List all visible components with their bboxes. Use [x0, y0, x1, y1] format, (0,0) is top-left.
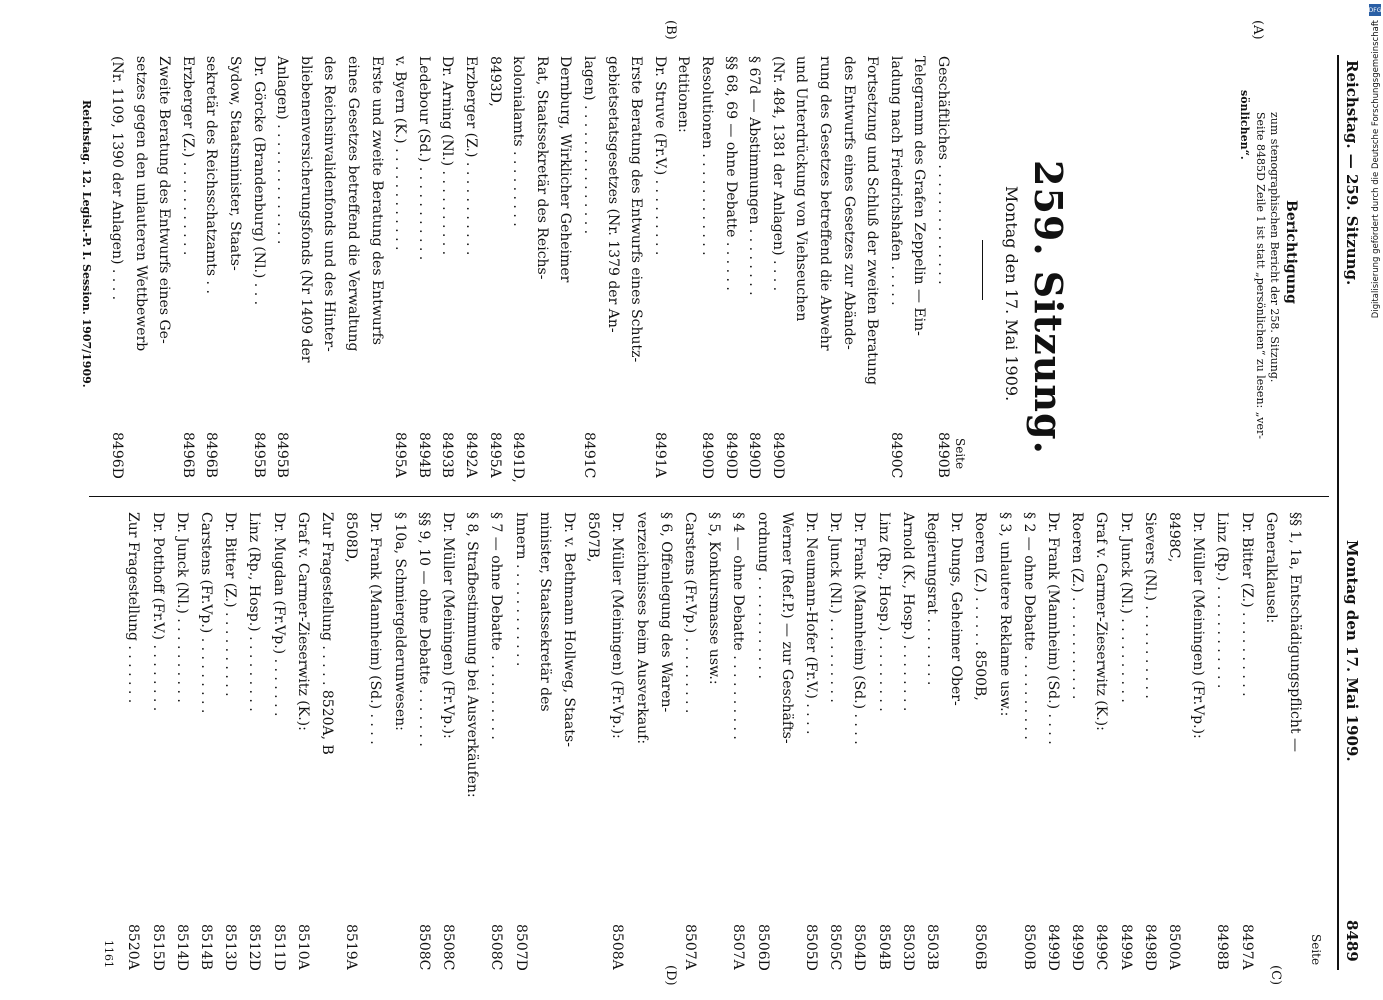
toc-entry-text: kolonialamts . . . . . . . . . — [510, 56, 527, 227]
toc-entry-page: 8504D — [851, 924, 868, 971]
margin-letter-b: (B) — [663, 20, 678, 40]
toc-entry-page: 8495B — [250, 432, 267, 478]
toc-entry-text: Fortsetzung und Schluß der zweiten Beratung — [864, 56, 881, 385]
toc-entry-text: Zur Fragestellung . . . . . 8520A, B — [319, 512, 335, 755]
toc-entry-text: minister, Staatssekretär des — [536, 512, 553, 712]
toc-entry-page: 8503B — [924, 924, 940, 970]
toc-entry-text: § 6, Offenlegung des Waren- — [657, 512, 674, 713]
toc-entry-text: § 7 — ohne Debatte . . . . . . . . . . — [488, 512, 505, 740]
toc-entry-text: Dr. v. Bethmann Hollweg, Staats- — [561, 512, 577, 747]
toc-entry-page: 8490D — [699, 432, 715, 479]
toc-entry-text: Innern . . . . . . . . . . . . — [512, 512, 529, 667]
header-right: Montag den 17. Mai 1909. — [1343, 540, 1361, 762]
toc-entry-page: 8499C — [1093, 924, 1110, 971]
toc-entry-page: 8495A — [486, 432, 503, 478]
toc-entry-text: Dr. Junck (Nl.) . . . . . . . . . . — [827, 512, 844, 703]
toc-entry-page: 8520A — [125, 924, 142, 970]
column-divider — [89, 496, 1329, 497]
toc-entry-page: 8513D — [222, 924, 239, 971]
toc-entry-page: 8495A — [392, 432, 409, 478]
toc-entry-text: 8493D, — [486, 56, 503, 107]
toc-entry-page: 8508C — [488, 924, 505, 971]
toc-entry-text: Dr. Frank (Mannheim) (Sd.) . . . . — [1045, 512, 1061, 745]
toc-entry-page: 8515D — [149, 924, 166, 971]
toc-entry-page: 8497A — [1238, 924, 1255, 970]
toc-entry-page: 8496B — [203, 432, 220, 478]
footer-right: 1161 — [102, 940, 115, 968]
toc-entry-page: 8519A — [343, 924, 360, 970]
toc-entry-text: Carstens (Fr.Vp.) . . . . . . . . . — [682, 512, 698, 714]
toc-entry-text: § 2 — ohne Debatte . . . . . . . . . . — [1020, 512, 1037, 740]
toc-entry-page: 8498D — [1141, 924, 1158, 971]
toc-entry-text: Zur Fragestellung . . . . . . . — [125, 512, 142, 704]
toc-entry-text: Dr. Müller (Meiningen) (Fr.Vp.): — [440, 512, 456, 739]
toc-entry-page: 8494B — [415, 432, 432, 478]
toc-entry-text: Graf v. Carmer-Zieserwitz (K.): — [1093, 512, 1110, 731]
toc-entry-text: Dr. Neumann-Hofer (Fr.V.) . . . . — [803, 512, 819, 735]
toc-entry-text: Rat, Staatssekretär des Reichs- — [533, 56, 550, 280]
toc-entry-text: Linz (Rp., Hosp.) . . . . . . . . . — [875, 512, 892, 712]
toc-entry-text: (Nr. 1109, 1390 der Anlagen) . . . . — [109, 56, 125, 301]
toc-entry-text: Petitionen: — [675, 56, 692, 133]
toc-entry-text: 8508D, — [343, 512, 360, 563]
toc-entry-text: verzeichnisses beim Ausverkauf: — [633, 512, 650, 745]
toc-entry-page: 8508C — [415, 924, 432, 971]
toc-entry-page: 8492A — [463, 432, 479, 478]
toc-entry-text: §§ 9, 10 — ohne Debatte . . . . . . . — [415, 512, 432, 747]
toc-entry-text: Generalklausel: — [1262, 512, 1279, 624]
toc-entry-text: § 5, Konkursmasse usw.: — [706, 512, 723, 685]
toc-entry-page: 8510A — [294, 924, 311, 970]
toc-entry-page: 8506B — [972, 924, 989, 970]
toc-entry-page: 8503D — [899, 924, 916, 971]
toc-entry-text: Dr. Bitter (Z.) . . . . . . . . . . — [222, 512, 239, 697]
correction-title: Berichtigung — [1283, 200, 1299, 304]
toc-entry-text: gebietsetatsgesetzes (Nr. 1379 der An- — [604, 56, 621, 333]
toc-entry-text: Linz (Rp.) . . . . . . . . . . . . — [1214, 512, 1231, 689]
toc-entry-text: des Entwurfs eines Gesetzes zur Abände- — [840, 56, 857, 350]
toc-entry-text: Regierungsrat . . . . . . . . — [924, 512, 940, 686]
toc-entry-page: 8499A — [1117, 924, 1134, 970]
toc-entry-page: 8496D — [109, 432, 125, 479]
toc-entry-page: 8507A — [682, 924, 698, 970]
toc-entry-text: ladung nach Friedrichshafen . . . . . — [887, 56, 904, 306]
toc-entry-page: 8495B — [274, 432, 291, 478]
header-rule — [1337, 55, 1339, 970]
toc-entry-text: 8507B, — [585, 512, 602, 563]
seite-label: Seite — [953, 438, 967, 470]
toc-entry-text: Erste Beratung des Entwurfs eines Schutz- — [628, 56, 645, 363]
toc-entry-text: Sievers (Nl.) . . . . . . . . . . . — [1141, 512, 1158, 699]
toc-entry-page: 8498B — [1214, 924, 1231, 970]
toc-entry-text: Geschäftliches . . . . . . . . . . . . . . — [935, 56, 951, 285]
toc-entry-page: 8490D — [722, 432, 739, 479]
toc-entry-text: Erste und zweite Beratung des Entwurfs — [368, 56, 385, 345]
toc-entry-text: Dr. Dungs, Geheimer Ober- — [948, 512, 965, 706]
toc-entry-text: Dr. Görcke (Brandenburg) (Nl.) . . . — [250, 56, 267, 306]
title-rule — [982, 240, 983, 300]
toc-entry-text: sekretär des Reichsschatzamts . . — [203, 56, 220, 294]
margin-letter-d: (D) — [663, 965, 678, 986]
toc-entry-text: § 10a, Schmiergelderunwesen: — [391, 512, 408, 731]
seite-label-right: Seite — [1309, 934, 1323, 966]
margin-letter-a: (A) — [1250, 20, 1265, 40]
toc-entry-text: Roeren (Z.) . . . . . . 8500B, — [972, 512, 989, 701]
toc-entry-page: 8496B — [179, 432, 196, 478]
margin-letter-c: (C) — [1268, 965, 1283, 986]
toc-entry-text: Dernburg, Wirklicher Geheimer — [557, 56, 574, 283]
correction-line: zum stenographischen Bericht der 258. Sitzung. — [1268, 112, 1281, 383]
toc-entry-text: § 67d — Abstimmungen . . . . . . . . — [746, 56, 763, 296]
toc-entry-text: Dr. Junck (Nl.) . . . . . . . . . . — [1117, 512, 1134, 703]
toc-entry-page: 8507D — [512, 924, 529, 971]
toc-entry-text: Dr. Arning (Nl.) . . . . . . . . . . — [439, 56, 456, 256]
correction-line: sönlichen“. — [1238, 90, 1251, 160]
toc-entry-page: 8491D, — [510, 432, 527, 483]
toc-entry-text: rung des Gesetzes betreffend die Abwehr — [817, 56, 833, 351]
toc-entry-text: Dr. Müller (Meiningen) (Fr.Vp.): — [609, 512, 626, 739]
toc-entry-text: Resolutionen . . . . . . . . . . . . — [699, 56, 715, 256]
toc-entry-text: Dr. Frank (Mannheim) (Sd.) . . . . — [367, 512, 384, 745]
toc-entry-text: Linz (Rp., Hosp.) . . . . . . . . . — [246, 512, 263, 712]
toc-entry-page: 8508C — [440, 924, 456, 971]
toc-entry-text: 8498C, — [1166, 512, 1182, 563]
toc-entry-page: 8499D — [1069, 924, 1086, 971]
toc-entry-text: Arnold (K., Hosp.) . . . . . . . . — [899, 512, 916, 712]
toc-entry-text: § 4 — ohne Debatte . . . . . . . . . . — [730, 512, 747, 740]
toc-entry-text: setzes gegen den unlauteren Wettbewerb — [132, 56, 149, 352]
toc-entry-text: (Nr. 484, 1381 der Anlagen) . . . . — [769, 56, 786, 292]
toc-entry-text: §§ 1, 1a, Entschädigungspflicht — — [1287, 512, 1303, 752]
toc-entry-page: 8490D — [746, 432, 763, 479]
toc-entry-page: 8490C — [887, 432, 904, 479]
digitization-note: Digitalisierung gefördert durch die Deutsche Forschungsgemeinschaft — [1371, 20, 1381, 319]
toc-entry-page: 8507A — [730, 924, 747, 970]
toc-entry-text: Graf v. Carmer-Zieserwitz (K.): — [294, 512, 311, 731]
session-date: Montag den 17. Mai 1909. — [1002, 186, 1021, 402]
toc-entry-text: eines Gesetzes betreffend die Verwaltung — [345, 56, 361, 352]
correction-line: Seite 8485D Zeile 1 ist statt „persönlichen“ zu lesen: „ver- — [1254, 112, 1267, 439]
toc-entry-text: Sydow, Staatsminister, Staats- — [227, 56, 243, 271]
toc-entry-page: 8500B — [1020, 924, 1037, 970]
toc-entry-text: Ledebour (Sd.) . . . . . . . . . . . — [415, 56, 432, 261]
toc-entry-text: lagen) . . . . . . . . . . . . . . . — [581, 56, 597, 235]
toc-entry-text: Dr. Bitter (Z.) . . . . . . . . . . — [1238, 512, 1255, 697]
toc-entry-text: Dr. Potthoff (Fr.V.) . . . . . . . . — [149, 512, 166, 712]
toc-entry-text: v. Byern (K.) . . . . . . . . . . . . — [392, 56, 409, 251]
toc-entry-text: § 8, Strafbestimmung bei Ausverkäufen: — [464, 512, 481, 798]
toc-entry-page: 8499D — [1045, 924, 1061, 971]
toc-entry-text: Dr. Struve (Fr.V.) . . . . . . . . . — [651, 56, 668, 256]
toc-entry-text: Erzberger (Z.) . . . . . . . . . . . — [463, 56, 479, 256]
toc-entry-page: 8491A — [651, 432, 668, 478]
toc-entry-text: Werner (Ref.P.) — zur Geschäfts- — [778, 512, 795, 744]
toc-entry-text: §§ 68, 69 — ohne Debatte . . . . . . — [722, 56, 739, 291]
toc-entry-text: Roeren (Z.) . . . . . . . . . . . . — [1069, 512, 1086, 700]
toc-entry-page: 8490D — [769, 432, 786, 479]
toc-entry-page: 8491C — [581, 432, 597, 479]
toc-entry-text: Dr. Frank (Mannheim) (Sd.) . . . . — [851, 512, 868, 745]
footer-left: Reichstag. 12. Legisl.-P. I. Session. 1907/1909. — [80, 100, 93, 388]
toc-entry-text: Telegramm des Grafen Zeppelin — Ein- — [911, 56, 928, 336]
toc-entry-page: 8493B — [439, 432, 456, 478]
toc-entry-page: 8514D — [173, 924, 190, 971]
toc-entry-text: Erzberger (Z.) . . . . . . . . . . . — [179, 56, 196, 256]
toc-entry-text: Dr. Müller (Meiningen) (Fr.Vp.): — [1190, 512, 1207, 739]
toc-entry-text: § 3, unlautere Reklame usw.: — [996, 512, 1013, 717]
toc-entry-page: 8506D — [754, 924, 771, 971]
toc-entry-page: 8490B — [935, 432, 951, 478]
toc-entry-page: 8505D — [803, 924, 819, 971]
dfg-logo-icon: DFG — [1369, 4, 1381, 16]
toc-entry-text: und Unterdrückung von Viehseuchen — [793, 56, 810, 322]
toc-entry-page: 8508A — [609, 924, 626, 970]
toc-entry-text: Dr. Junck (Nl.) . . . . . . . . . . — [173, 512, 190, 703]
toc-entry-page: 8512D — [246, 924, 263, 971]
toc-entry-text: des Reichsinvalidenfonds und des Hinter- — [321, 56, 338, 352]
toc-entry-text: ordnung . . . . . . . . . . . . — [754, 512, 771, 679]
toc-entry-text: Dr. Mugdan (Fr.Vp.) . . . . . . . — [270, 512, 287, 717]
toc-entry-page: 8514B — [198, 924, 214, 970]
toc-entry-page: 8500A — [1166, 924, 1182, 970]
toc-entry-page: 8511D — [270, 924, 287, 971]
toc-entry-text: bliebenenversicherungsfonds (Nr 1409 der — [297, 56, 314, 363]
session-title: 259. Sitzung. — [1026, 160, 1071, 455]
toc-entry-page: 8505C — [827, 924, 844, 971]
toc-entry-text: Carstens (Fr.Vp.) . . . . . . . . . — [198, 512, 214, 714]
page-number: 8489 — [1343, 920, 1361, 962]
header-left: Reichstag. — 259. Sitzung. — [1343, 60, 1361, 286]
toc-entry-text: Anlagen) . . . . . . . . . . . . . . — [274, 56, 291, 245]
toc-entry-page: 8504B — [875, 924, 892, 970]
toc-entry-text: Zweite Beratung des Entwurfs eines Ge- — [156, 56, 173, 344]
